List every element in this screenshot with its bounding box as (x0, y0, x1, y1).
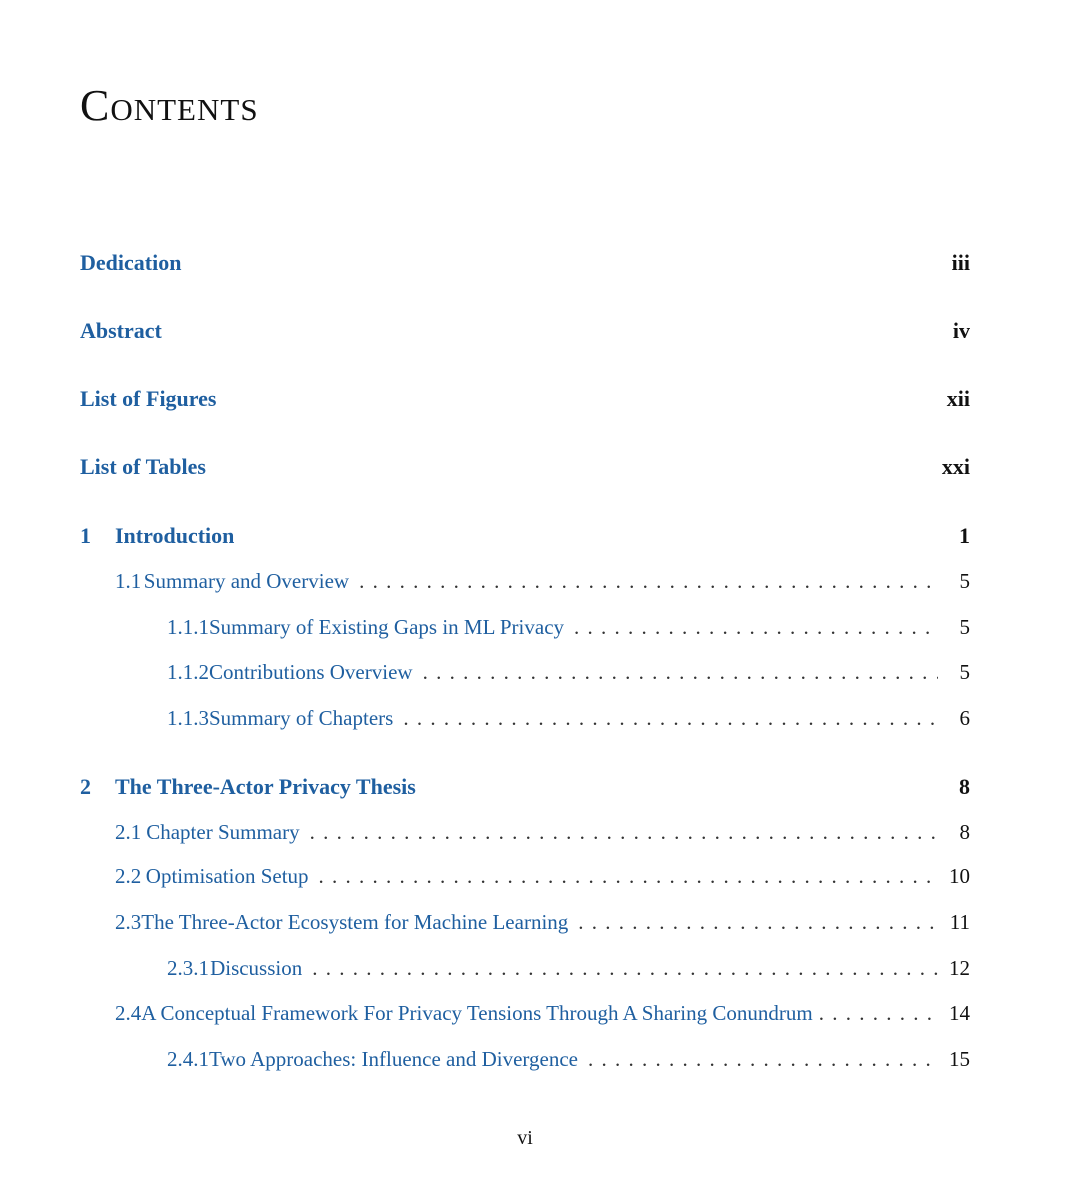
toc-entry-number: 1.1 (115, 569, 142, 593)
dot-leader (819, 1003, 938, 1024)
toc-entry-number: 2 (80, 774, 91, 799)
toc-entry-list-of-tables[interactable] (80, 456, 970, 478)
toc-entry-page: 8 (959, 820, 970, 844)
dot-leader (312, 958, 938, 979)
toc-entry-page: 15 (949, 1047, 970, 1071)
toc-entry-title[interactable]: List of Tables (80, 454, 206, 479)
toc-entry-section-1-1[interactable] (115, 571, 970, 592)
toc-entry-title[interactable]: Summary of Chapters (209, 706, 394, 730)
toc-entry-title[interactable]: Discussion (210, 956, 303, 980)
toc-entry-chapter-1[interactable] (80, 525, 970, 547)
toc-entry-page: iii (951, 250, 970, 275)
page-title: Contents (80, 81, 259, 130)
toc-entry-title[interactable]: Contributions Overview (209, 660, 413, 684)
dot-leader (588, 1049, 938, 1070)
toc-entry-page: 5 (959, 569, 970, 593)
toc-entry-subsection-2-4-1[interactable] (167, 1049, 970, 1070)
toc-entry-page: 10 (949, 864, 970, 888)
toc-entry-section-2-1[interactable] (115, 822, 970, 843)
toc-entry-title[interactable]: Summary of Existing Gaps in ML Privacy (209, 615, 565, 639)
toc-entry-title[interactable]: List of Figures (80, 386, 217, 411)
toc-entry-page: 1 (959, 523, 970, 548)
toc-entry-title[interactable]: Two Approaches: Influence and Divergence (209, 1047, 578, 1071)
toc-entry-page: 5 (959, 615, 970, 639)
toc-entry-page: 14 (949, 1001, 970, 1025)
toc-entry-number: 1.1.2 (167, 660, 209, 684)
page-number: vi (517, 1127, 533, 1149)
dot-leader (319, 866, 938, 887)
toc-entry-page: 11 (949, 910, 970, 934)
dot-leader (310, 822, 938, 843)
toc-entry-title[interactable]: The Three-Actor Ecosystem for Machine Learning (141, 910, 569, 934)
toc-entry-section-2-3[interactable] (115, 912, 970, 933)
toc-entry-number: 1.1.3 (167, 706, 209, 730)
toc-entry-title[interactable]: A Conceptual Framework For Privacy Tensions Through A Sharing Conundrum (141, 1001, 813, 1025)
toc-entry-number: 2.3 (115, 910, 142, 934)
toc-entry-page: xii (946, 386, 970, 411)
toc-entry-title[interactable]: Summary and Overview (143, 569, 350, 593)
toc-entry-list-of-figures[interactable] (80, 388, 970, 410)
toc-entry-section-2-2[interactable] (115, 866, 970, 887)
dot-leader (423, 662, 938, 683)
toc-entry-title[interactable]: Introduction (115, 523, 235, 548)
toc-entry-title[interactable]: Optimisation Setup (145, 864, 309, 888)
toc-entry-page: 5 (959, 660, 970, 684)
toc-entry-number: 2.3.1 (167, 956, 209, 980)
toc-entry-page: xxi (941, 454, 970, 479)
toc-entry-number: 2.4.1 (167, 1047, 209, 1071)
toc-entry-subsection-2-3-1[interactable] (167, 958, 970, 979)
dot-leader (359, 571, 938, 592)
toc-entry-number: 2.1 (115, 820, 142, 844)
dot-leader (403, 708, 938, 729)
toc-entry-page: 6 (959, 706, 970, 730)
toc-entry-page: iv (952, 318, 970, 343)
toc-entry-chapter-2[interactable] (80, 776, 970, 798)
dot-leader (578, 912, 938, 933)
toc-entry-dedication[interactable] (80, 252, 970, 274)
toc-entry-number: 2.2 (115, 864, 142, 888)
toc-entry-subsection-1-1-3[interactable] (167, 708, 970, 729)
toc-entry-section-2-4[interactable] (115, 1003, 970, 1024)
toc-entry-abstract[interactable] (80, 320, 970, 342)
toc-entry-title[interactable]: The Three-Actor Privacy Thesis (115, 774, 416, 799)
toc-entry-number: 2.4 (115, 1001, 142, 1025)
toc-entry-page: 12 (949, 956, 970, 980)
toc-entry-subsection-1-1-2[interactable] (167, 662, 970, 683)
toc-entry-subsection-1-1-1[interactable] (167, 617, 970, 638)
toc-entry-title[interactable]: Chapter Summary (146, 820, 300, 844)
toc-entry-title[interactable]: Abstract (80, 318, 162, 343)
dot-leader (574, 617, 938, 638)
toc-entry-number: 1 (80, 523, 91, 548)
toc-entry-page: 8 (959, 774, 970, 799)
toc-entry-title[interactable]: Dedication (80, 250, 182, 275)
toc-entry-number: 1.1.1 (167, 615, 209, 639)
